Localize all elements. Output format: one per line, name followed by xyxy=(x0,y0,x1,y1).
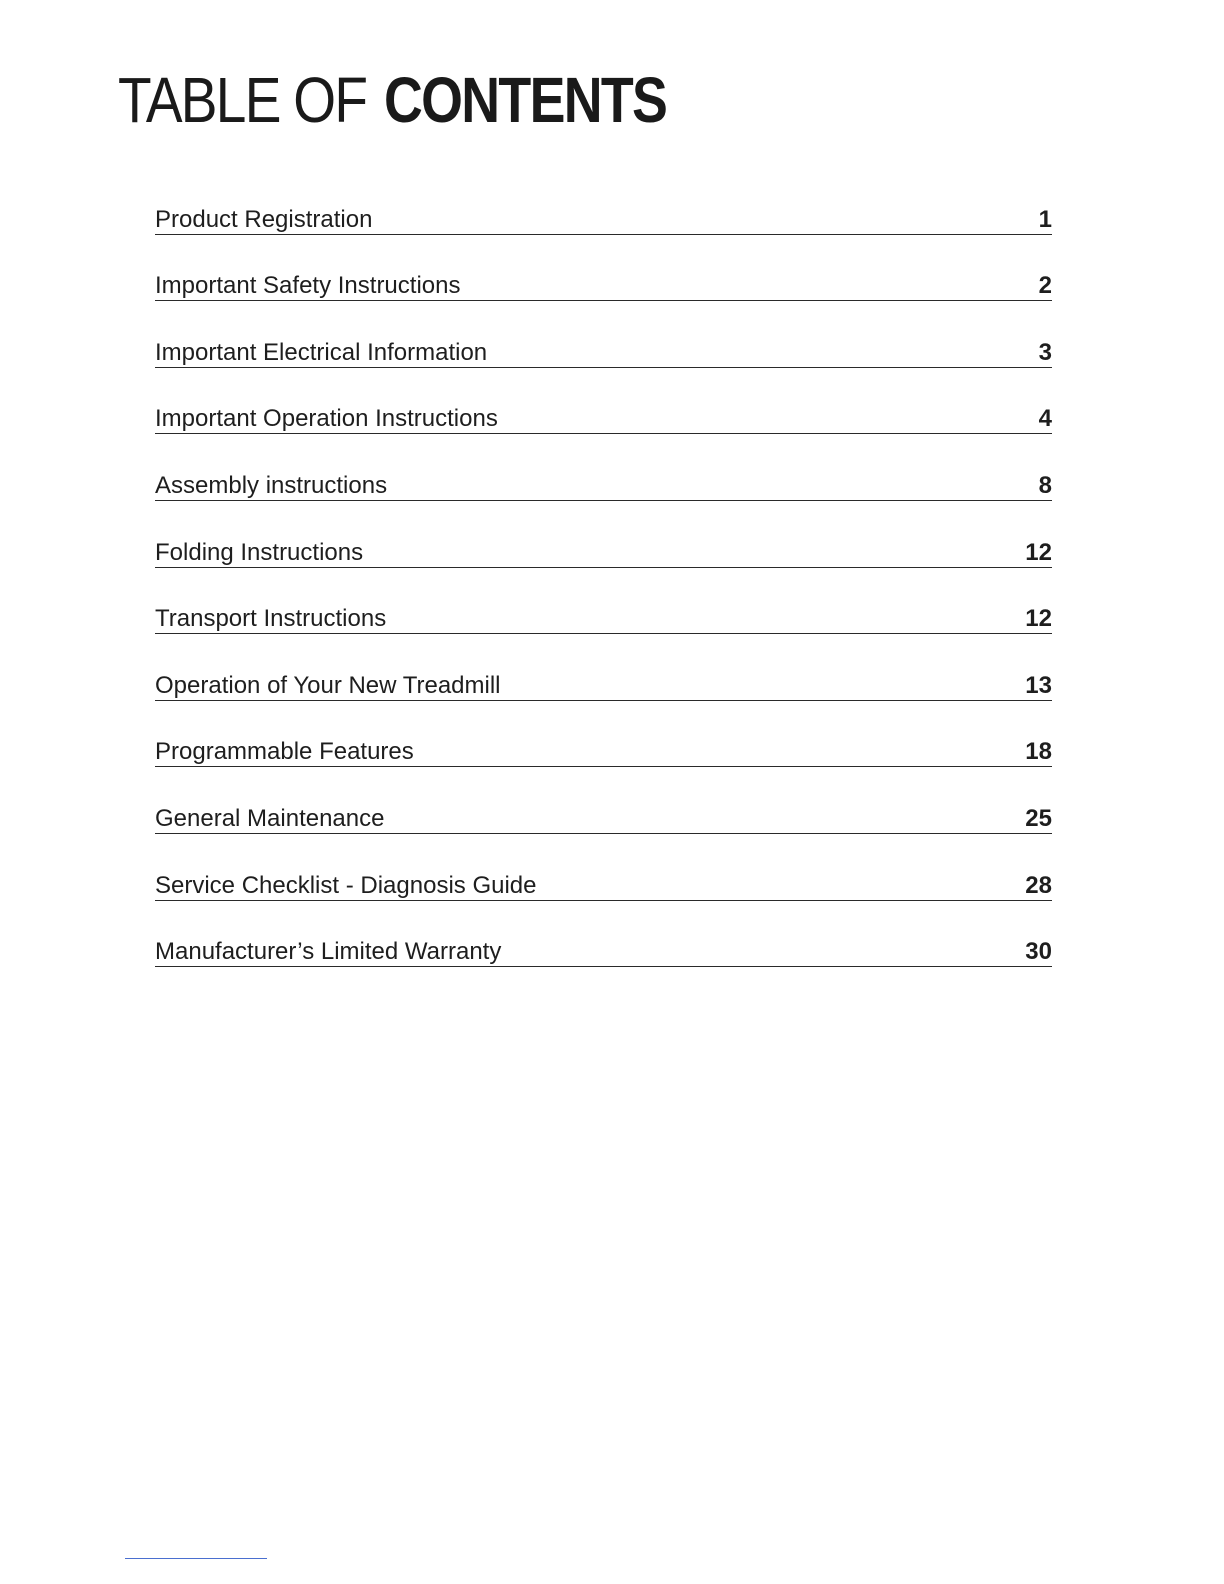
toc-entry-page: 30 xyxy=(1025,938,1052,966)
toc-leader-line xyxy=(155,870,1052,901)
toc-entry-programmable-features[interactable] xyxy=(155,701,1052,768)
toc-entry-product-registration[interactable] xyxy=(155,168,1052,235)
toc-leader-line xyxy=(155,403,1052,434)
toc-entry-label: Service Checklist - Diagnosis Guide xyxy=(155,871,537,899)
toc-leader-line xyxy=(155,470,1052,501)
toc-list xyxy=(155,168,1052,967)
page-title xyxy=(118,62,720,138)
toc-entry-page: 8 xyxy=(1038,471,1052,499)
toc-leader-line xyxy=(155,803,1052,834)
toc-entry-label: Manufacturer’s Limited Warranty xyxy=(155,938,502,966)
toc-entry-page: 2 xyxy=(1038,272,1052,300)
toc-entry-limited-warranty[interactable] xyxy=(155,901,1052,968)
toc-entry-transport-instructions[interactable] xyxy=(155,568,1052,635)
toc-entry-label: General Maintenance xyxy=(155,804,385,832)
toc-entry-label: Assembly instructions xyxy=(155,471,388,499)
toc-entry-important-safety-instructions[interactable] xyxy=(155,235,1052,302)
toc-entry-page: 25 xyxy=(1025,804,1052,832)
toc-entry-page: 12 xyxy=(1025,605,1052,633)
toc-entry-page: 1 xyxy=(1038,205,1052,233)
toc-entry-service-checklist[interactable] xyxy=(155,834,1052,901)
toc-entry-operation-of-treadmill[interactable] xyxy=(155,634,1052,701)
toc-leader-line xyxy=(155,736,1052,767)
toc-entry-important-electrical-information[interactable] xyxy=(155,301,1052,368)
toc-entry-label: Operation of Your New Treadmill xyxy=(155,671,501,699)
page-title-light: TABLE OF xyxy=(118,64,367,136)
toc-leader-line xyxy=(155,537,1052,568)
toc-entry-label: Transport Instructions xyxy=(155,605,387,633)
toc-entry-label: Product Registration xyxy=(155,205,373,233)
toc-leader-line xyxy=(155,936,1052,967)
toc-entry-important-operation-instructions[interactable] xyxy=(155,368,1052,435)
toc-entry-folding-instructions[interactable] xyxy=(155,501,1052,568)
toc-leader-line xyxy=(155,204,1052,235)
toc-leader-line xyxy=(155,670,1052,701)
toc-entry-label: Important Safety Instructions xyxy=(155,272,461,300)
toc-entry-page: 4 xyxy=(1038,405,1052,433)
toc-entry-label: Important Operation Instructions xyxy=(155,405,498,433)
toc-leader-line xyxy=(155,270,1052,301)
toc-leader-line xyxy=(155,337,1052,368)
toc-entry-label: Programmable Features xyxy=(155,738,414,766)
page-title-bold: CONTENTS xyxy=(384,64,667,136)
toc-leader-line xyxy=(155,603,1052,634)
toc-entry-label: Important Electrical Information xyxy=(155,338,488,366)
footer-rule xyxy=(125,1558,267,1559)
toc-entry-assembly-instructions[interactable] xyxy=(155,434,1052,501)
toc-entry-page: 13 xyxy=(1025,671,1052,699)
toc-entry-page: 12 xyxy=(1025,538,1052,566)
toc-entry-page: 28 xyxy=(1025,871,1052,899)
toc-entry-page: 18 xyxy=(1025,738,1052,766)
toc-entry-page: 3 xyxy=(1038,338,1052,366)
toc-entry-general-maintenance[interactable] xyxy=(155,767,1052,834)
toc-entry-label: Folding Instructions xyxy=(155,538,364,566)
